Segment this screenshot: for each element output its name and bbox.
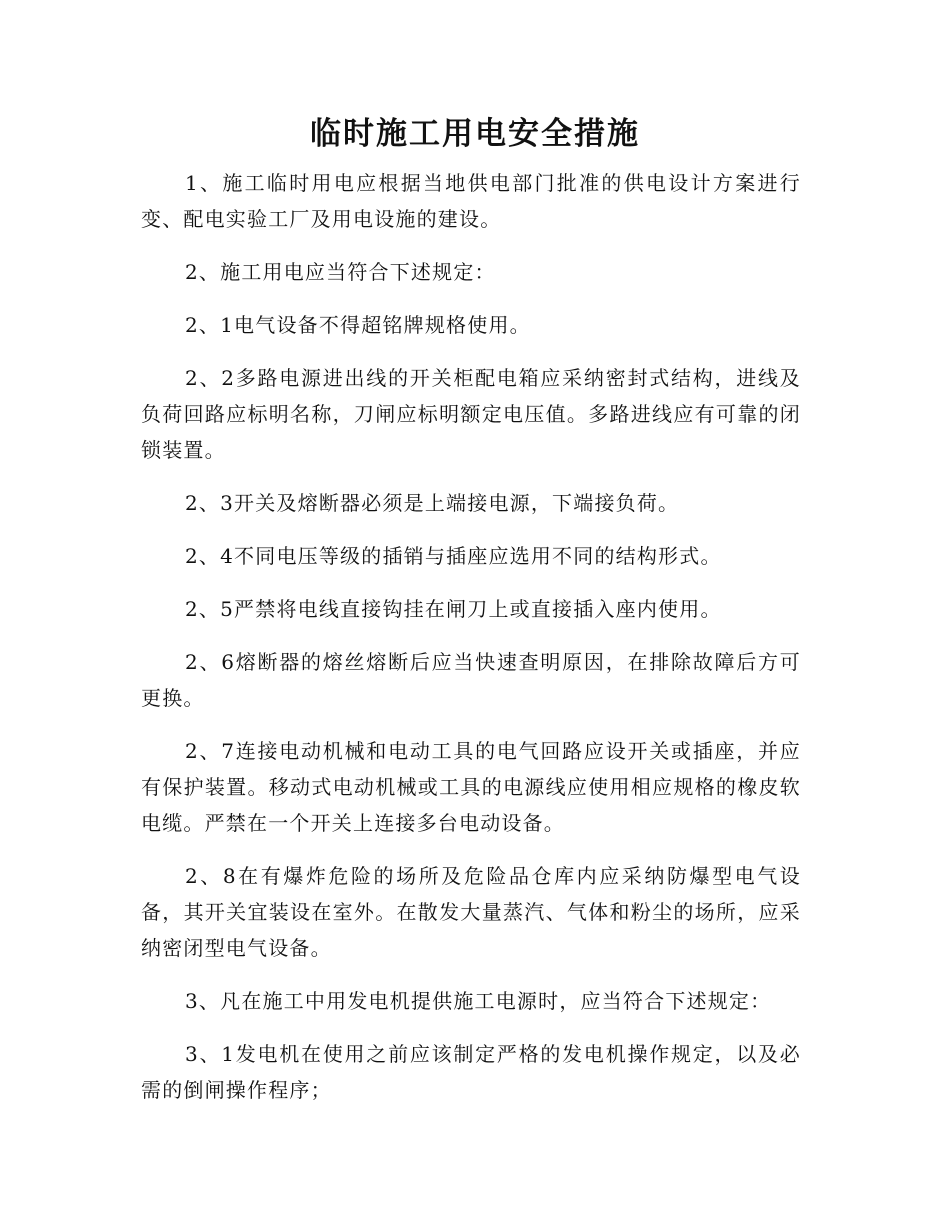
paragraph-3: 3、凡在施工中用发电机提供施工电源时，应当符合下述规定： [185,989,772,1013]
paragraph-2-5: 2、5严禁将电线直接钩挂在闸刀上或直接插入座内使用。 [185,597,722,621]
document-title: 临时施工用电安全措施 [310,116,640,152]
paragraph-2-6: 2、6熔断器的熔丝熔断后应当快速查明原因，在排除故障后方可更换。 [141,650,801,710]
document-body [141,165,801,1125]
paragraph-3-1: 3、1发电机在使用之前应该制定严格的发电机操作规定，以及必需的倒闸操作程序； [141,1042,801,1102]
paragraph-2-2: 2、2多路电源进出线的开关柜配电箱应采纳密封式结构，进线及负荷回路应标明名称，刀闸应标明额定电压值。多路进线应有可靠的闭锁装置。 [141,366,801,462]
paragraph-2-7: 2、7连接电动机械和电动工具的电气回路应设开关或插座，并应有保护装置。移动式电动机械或工具的电源线应使用相应规格的橡皮软电缆。严禁在一个开关上连接多台电动设备。 [141,739,801,835]
paragraph-2-8: 2、8在有爆炸危险的场所及危险品仓库内应采纳防爆型电气设备，其开关宜装设在室外。在散发大量蒸汽、气体和粉尘的场所，应采纳密闭型电气设备。 [141,864,801,960]
paragraph-2: 2、施工用电应当符合下述规定： [185,260,496,284]
paragraph-2-4: 2、4不同电压等级的插销与插座应选用不同的结构形式。 [185,544,722,568]
paragraph-2-3: 2、3开关及熔断器必须是上端接电源，下端接负荷。 [185,491,680,515]
paragraph-2-1: 2、1电气设备不得超铭牌规格使用。 [185,313,531,337]
paragraph-1: 1、施工临时用电应根据当地供电部门批准的供电设计方案进行变、配电实验工厂及用电设施的建设。 [141,171,801,231]
